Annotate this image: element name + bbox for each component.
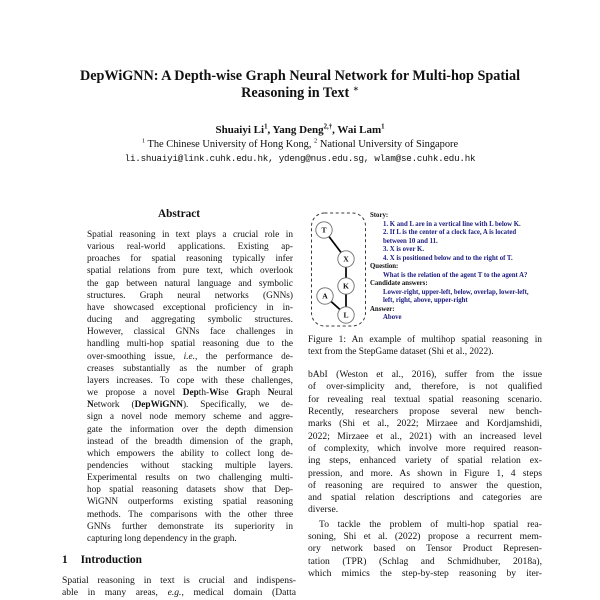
- figure-caption: Figure 1: An example of multihop spatial reasoning in text from the StepGame dataset (Shi et al., 2022).: [308, 335, 542, 357]
- body-paragraph-2: To tackle the problem of multi-hop spatial rea- soning, Shi et al. (2022) propose a recurrent mem- ory network based on Tensor Product Represen- tation (TPR) (Schlag and Schmidhuber, 2018a), which mimics the step-by-step reasoning by iter-: [308, 518, 542, 579]
- answer-label: Answer:: [370, 305, 395, 313]
- graph-node-circles: [316, 222, 354, 323]
- section-title: Introduction: [80, 554, 142, 567]
- question-items: What is the relation of the agent T to the agent A?: [383, 271, 528, 279]
- candidate-answers-items: Lower-right, upper-left, below, overlap, lower-left, left, right, above, upper-right: [383, 288, 529, 304]
- spatial-graph-figure: [310, 211, 367, 328]
- abstract-text: Spatial reasoning in text plays a crucial role in various real-world applications. Existing ap- proaches for spatial reasoning typically infer spatial relations from pure text, which overlook the gap between natural language and symbolic structures. Graph neural networks (GNNs) have showcased exceptional proficiency in in- ducing and aggregating symbolic structures. However, classical GNNs face challenges in handling multi-hop spatial reasoning due to the over-smoothing issue, i.e., the performance de- creases substantially as the number of graph layers increases. To cope with these challenges, we propose a novel Depth-Wise Graph Neural Network (DepWiGNN). Specifically, we de- sign a novel node memory scheme and aggre- gate the information over the depth dimension instead of the breadth dimension of the graph, which empowers the ability to collect long de- pendencies without stacking multiple layers. Experimental results on two challenging multi- hop spatial reasoning datasets show that Dep- WiGNN outperforms existing spatial reasoning methods. The comparisons with the other three GNNs further demonstrate its superiority in capturing long dependency in the graph.: [87, 230, 293, 544]
- body-paragraph-1: bAbI (Weston et al., 2016), suffer from the issue of over-simplicity and, therefore, is not qualified for revealing real textual spatial reasoning scenario. Recently, researchers propose several new bench- marks (Shi et al., 2022; Mirzaee and Kordjamshidi, 2022; Mirzaee et al., 2021) with an increased level of complexity, which involve more required reason- ing steps, enhanced variety of spatial relation ex- pression, and more. As shown in Figure 1, 4 steps of reasoning are required to answer the question, and spatial relation descriptions and categories are diverse.: [308, 369, 542, 516]
- story-items: 1. K and L are in a vertical line with L below K. 2. If L is the center of a clock face, A is located between 10 and 11. 3. X is over K. 4. X is positioned below and to the right of T.: [383, 220, 521, 262]
- candidate-answers-group: [370, 280, 529, 306]
- paper-title: [0, 0, 600, 102]
- section-number: 1: [62, 554, 68, 567]
- story-label: Story:: [370, 212, 389, 219]
- question-group: [370, 263, 529, 280]
- candidate-answers-label: Candidate answers:: [370, 280, 428, 287]
- node-label-L: L: [343, 310, 349, 320]
- story-group: [370, 212, 529, 263]
- introduction-text: Spatial reasoning in text is crucial and indispens- able in many areas, e.g., medical domain (Datta: [62, 575, 296, 599]
- figure-1: [308, 211, 542, 358]
- abstract-heading: Abstract: [157, 208, 201, 220]
- figure-story-panel: [370, 211, 529, 328]
- authors-line: Shuaiyi Li$^1$, Yang Deng$^{2,\dagger}$, Wai Lam$^1$: [215, 123, 385, 136]
- right-column: [308, 208, 542, 580]
- figure-1-content: [310, 211, 542, 328]
- answer-items: Above: [383, 314, 402, 321]
- node-label-A: A: [322, 291, 328, 301]
- title-line-1: DepWiGNN: A Depth-wise Graph Neural Network for Multi-hop Spatial: [79, 68, 521, 84]
- node-label-X: X: [343, 254, 349, 264]
- left-column: [62, 208, 296, 600]
- emails-line: li.shuaiyi@link.cuhk.edu.hk, ydeng@nus.edu.sg, wlam@se.cuhk.edu.hk: [124, 153, 476, 164]
- answer-group: [370, 306, 529, 323]
- two-column-layout: [0, 208, 600, 600]
- introduction-heading: [62, 554, 296, 567]
- node-label-T: T: [321, 225, 327, 235]
- affiliations-line: $^1$ The Chinese University of Hong Kong, $^2$ National University of Singapore: [141, 137, 459, 150]
- title-line-2: Reasoning in Text ∗: [241, 83, 359, 101]
- node-label-K: K: [343, 281, 349, 291]
- question-label: Question:: [370, 263, 399, 270]
